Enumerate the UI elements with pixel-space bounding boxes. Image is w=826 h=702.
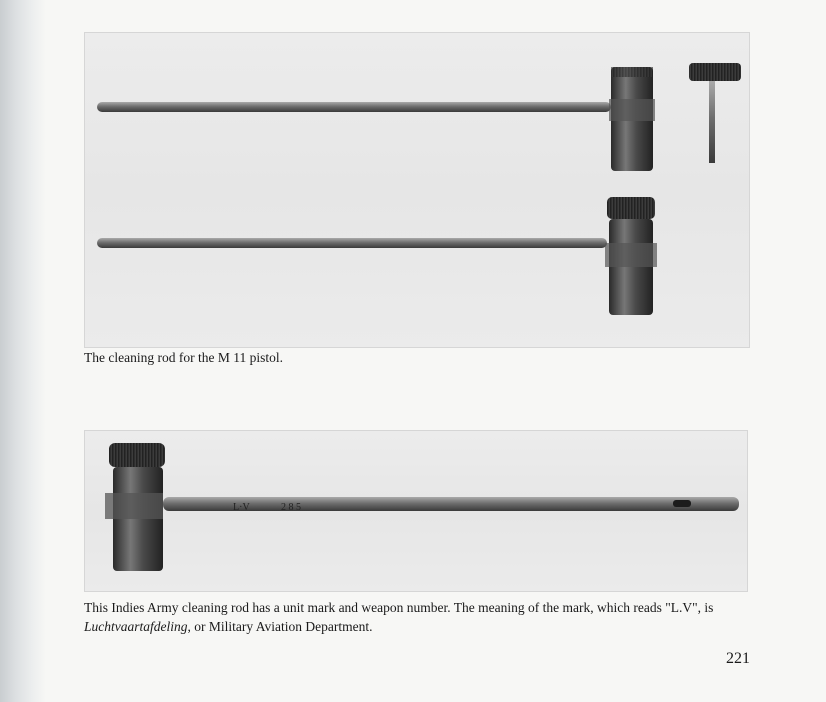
photo-indies-army-cleaning-rod-image [85, 431, 747, 591]
caption-2-italic: Luchtvaartafdeling [84, 619, 188, 634]
cleaning-rod-cap [689, 63, 741, 163]
cleaning-rod-upper [97, 67, 655, 171]
cleaning-rod-indies [105, 443, 739, 571]
stamp-mark: L·V [233, 502, 250, 513]
figure-caption-1: The cleaning rod for the M 11 pistol. [84, 350, 283, 365]
figure-caption-2 [84, 598, 754, 636]
caption-2-text: This Indies Army cleaning rod has a unit mark and weapon number. The meaning of the mark, which reads "L.V", is [84, 600, 714, 615]
photo-cleaning-rods-m11 [84, 32, 750, 348]
photo-cleaning-rods-m11-image [85, 33, 749, 347]
cleaning-rod-lower [97, 197, 657, 315]
page-number: 221 [726, 650, 750, 667]
photo-indies-army-cleaning-rod [84, 430, 748, 592]
stamp-number: 2 8 5 [281, 502, 301, 513]
caption-2-tail: , or Military Aviation Department. [187, 619, 373, 634]
book-spine-shadow [0, 0, 46, 702]
